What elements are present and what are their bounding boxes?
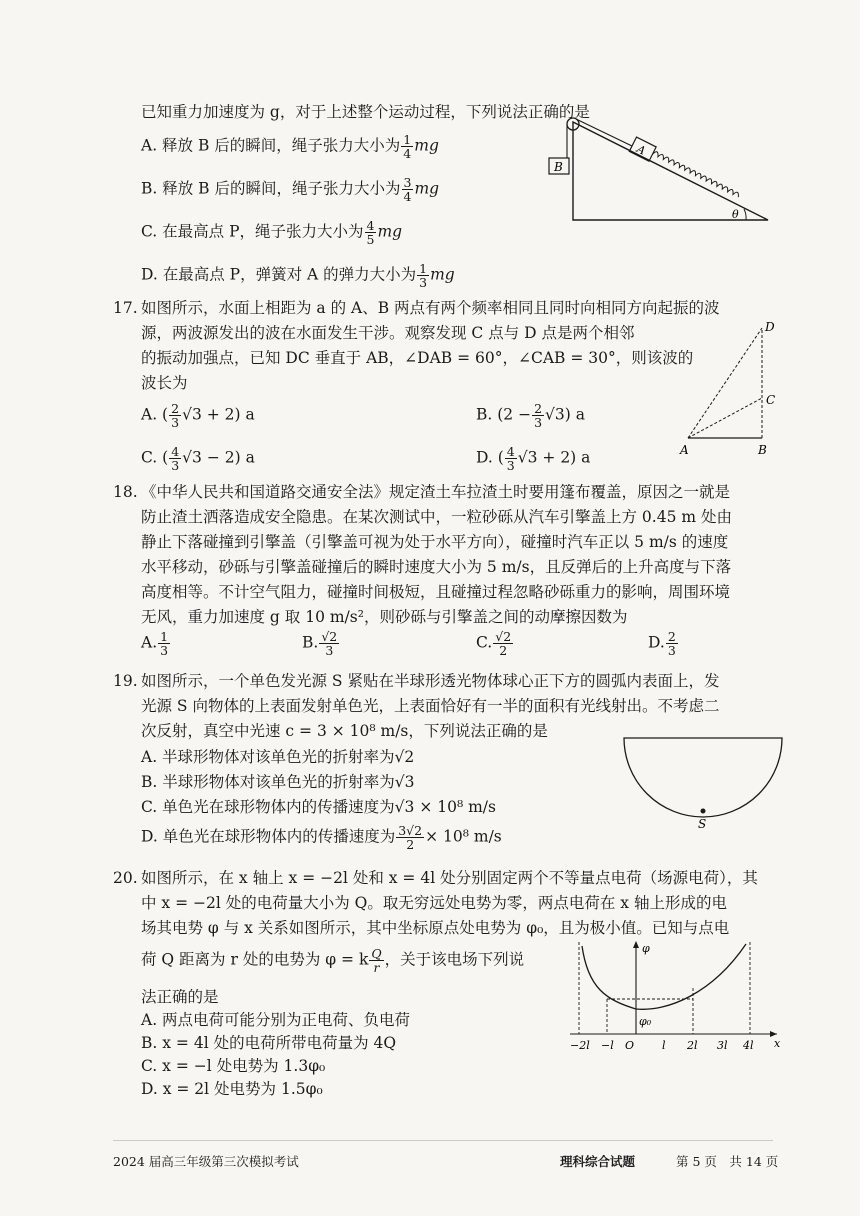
incline-triangle bbox=[573, 122, 768, 220]
q16-option-a: A. 释放 B 后的瞬间，绳子张力大小为 $\frac{1}{4}$ mg bbox=[141, 132, 439, 161]
q18-line5: 高度相等。不计空气阻力，碰撞时间极短，且碰撞过程忽略砂砾重力的影响，周围环境 bbox=[141, 583, 731, 601]
q17-option-d: D. ( $\frac{4}{3}$ √3 + 2) a bbox=[476, 444, 591, 473]
q20-option-a: A. 两点电荷可能分别为正电荷、负电荷 bbox=[141, 1011, 411, 1029]
spring-icon bbox=[653, 151, 741, 198]
q20-line3: 场其电势 φ 与 x 关系如图所示，其中坐标原点处电势为 φ₀，且为极小值。已知与点电 bbox=[141, 919, 730, 937]
light-source-dot bbox=[701, 809, 706, 814]
y-axis-label: φ bbox=[642, 942, 650, 955]
point-b-label: B bbox=[758, 443, 767, 457]
x-tick-label: 2l bbox=[687, 1039, 698, 1052]
origin-label: O bbox=[625, 1039, 635, 1052]
q16-stem-tail: 已知重力加速度为 g，对于上述整个运动过程，下列说法正确的是 bbox=[141, 103, 590, 121]
rope-incline bbox=[576, 119, 632, 146]
q19-option-d: D. 单色光在球形物体内的传播速度为 $\frac{3√2}{2}$ × 10⁸ m/s bbox=[141, 823, 502, 852]
q19-option-b: B. 半球形物体对该单色光的折射率为√3 bbox=[141, 773, 415, 791]
q18-option-d: D. $\frac{2}{3}$ bbox=[648, 629, 676, 658]
x-tick-label: l bbox=[662, 1039, 666, 1052]
block-b-label: B bbox=[554, 160, 563, 174]
q17-line4: 波长为 bbox=[141, 374, 188, 392]
q20-line4: 荷 Q 距离为 r 处的电势为 φ = k $\frac{Q}{r}$ ，关于该电场下列说 bbox=[141, 946, 525, 975]
q18-option-c: C. $\frac{√2}{2}$ bbox=[476, 629, 512, 658]
q16-option-d: D. 在最高点 P，弹簧对 A 的弹力大小为 $\frac{1}{3}$ mg bbox=[141, 261, 455, 290]
q17-option-b: B. (2 − $\frac{2}{3}$ √3) a bbox=[476, 401, 585, 430]
q16-option-b: B. 释放 B 后的瞬间，绳子张力大小为 $\frac{3}{4}$ mg bbox=[141, 175, 440, 204]
q17-number: 17. bbox=[113, 299, 138, 317]
footer-exam-title: 2024 届高三年级第三次模拟考试 bbox=[113, 1154, 299, 1169]
footer-page-number: 第 5 页 共 14 页 bbox=[676, 1154, 779, 1169]
q20-option-d: D. x = 2l 处电势为 1.5φ₀ bbox=[141, 1080, 323, 1098]
q19-line1: 如图所示，一个单色发光源 S 紧贴在半球形透光物体球心正下方的圆弧内表面上，发 bbox=[141, 672, 720, 690]
q16-option-c: C. 在最高点 P，绳子张力大小为 $\frac{4}{5}$ mg bbox=[141, 218, 403, 247]
q18-line1: 《中华人民共和国道路交通安全法》规定渣土车拉渣土时要用篷布覆盖，原因之一就是 bbox=[141, 483, 731, 501]
x-tick-label: −l bbox=[601, 1039, 614, 1052]
theta-label: θ bbox=[732, 208, 739, 221]
block-a-label: A bbox=[634, 142, 648, 158]
q18-option-a: A. $\frac{1}{3}$ bbox=[141, 629, 169, 658]
q19-line2: 光源 S 向物体的上表面发射单色光，上表面恰好有一半的面积有光线射出。不考虑二 bbox=[141, 697, 720, 715]
q18-line2: 防止渣土洒落造成安全隐患。在某次测试中，一粒砂砾从汽车引擎盖上方 0.45 m 处由 bbox=[141, 508, 732, 526]
source-s-label: S bbox=[698, 817, 707, 831]
q19-option-a: A. 半球形物体对该单色光的折射率为√2 bbox=[141, 748, 415, 766]
q19-number: 19. bbox=[113, 672, 138, 690]
q19-line3: 次反射，真空中光速 c = 3 × 10⁸ m/s，下列说法正确的是 bbox=[141, 722, 548, 740]
q17-line3: 的振动加强点，已知 DC 垂直于 AB，∠DAB = 60°，∠CAB = 30°，则该波的 bbox=[141, 349, 694, 367]
q18-line3: 静止下落碰撞到引擎盖（引擎盖可视为处于水平方向），碰撞时汽车正以 5 m/s 的速度 bbox=[141, 533, 729, 551]
q19-hemisphere-figure bbox=[618, 730, 788, 832]
q18-option-b: B. $\frac{√2}{3}$ bbox=[302, 629, 338, 658]
q17-option-a: A. ( $\frac{2}{3}$ √3 + 2) a bbox=[141, 401, 255, 430]
phi0-label: φ₀ bbox=[639, 1015, 652, 1028]
q18-line6: 无风，重力加速度 g 取 10 m/s²，则砂砾与引擎盖之间的动摩擦因数为 bbox=[141, 608, 628, 626]
q17-line2: 源，两波源发出的波在水面发生干涉。观察发现 C 点与 D 点是两个相邻 bbox=[141, 324, 635, 342]
footer-subject: 理科综合试题 bbox=[560, 1154, 636, 1169]
q20-line2: 中 x = −2l 处的电荷量大小为 Q。取无穷远处电势为零，两点电荷在 x 轴上形成的电 bbox=[141, 894, 727, 912]
q17-line1: 如图所示，水面上相距为 a 的 A、B 两点有两个频率相同且同时向相同方向起振的波 bbox=[141, 299, 720, 317]
q20-potential-graph bbox=[562, 938, 787, 1056]
x-tick-label: 4l bbox=[743, 1039, 754, 1052]
q20-option-c: C. x = −l 处电势为 1.3φ₀ bbox=[141, 1057, 326, 1075]
point-c-label: C bbox=[766, 393, 776, 407]
q20-option-b: B. x = 4l 处的电荷所带电荷量为 4Q bbox=[141, 1034, 397, 1052]
q17-geometry-figure bbox=[672, 318, 782, 460]
q18-number: 18. bbox=[113, 483, 138, 501]
theta-arc bbox=[744, 209, 746, 220]
q20-number: 20. bbox=[113, 869, 138, 887]
q18-line4: 水平移动，砂砾与引擎盖碰撞后的瞬时速度大小为 5 m/s，且反弹后的上升高度与下落 bbox=[141, 558, 732, 576]
q19-option-c: C. 单色光在球形物体内的传播速度为√3 × 10⁸ m/s bbox=[141, 798, 496, 816]
q17-option-c: C. ( $\frac{4}{3}$ √3 − 2) a bbox=[141, 444, 255, 473]
point-a-label: A bbox=[680, 443, 689, 457]
x-tick-label: 3l bbox=[717, 1039, 728, 1052]
q16-incline-figure bbox=[540, 110, 780, 235]
x-tick-label: −2l bbox=[570, 1039, 590, 1052]
x-axis-label: x bbox=[774, 1037, 781, 1050]
point-d-label: D bbox=[765, 320, 775, 334]
footer-rule bbox=[113, 1140, 773, 1141]
q20-line5: 法正确的是 bbox=[141, 988, 219, 1006]
q20-line1: 如图所示，在 x 轴上 x = −2l 处和 x = 4l 处分别固定两个不等量点电荷（场源电荷），其 bbox=[141, 869, 758, 887]
